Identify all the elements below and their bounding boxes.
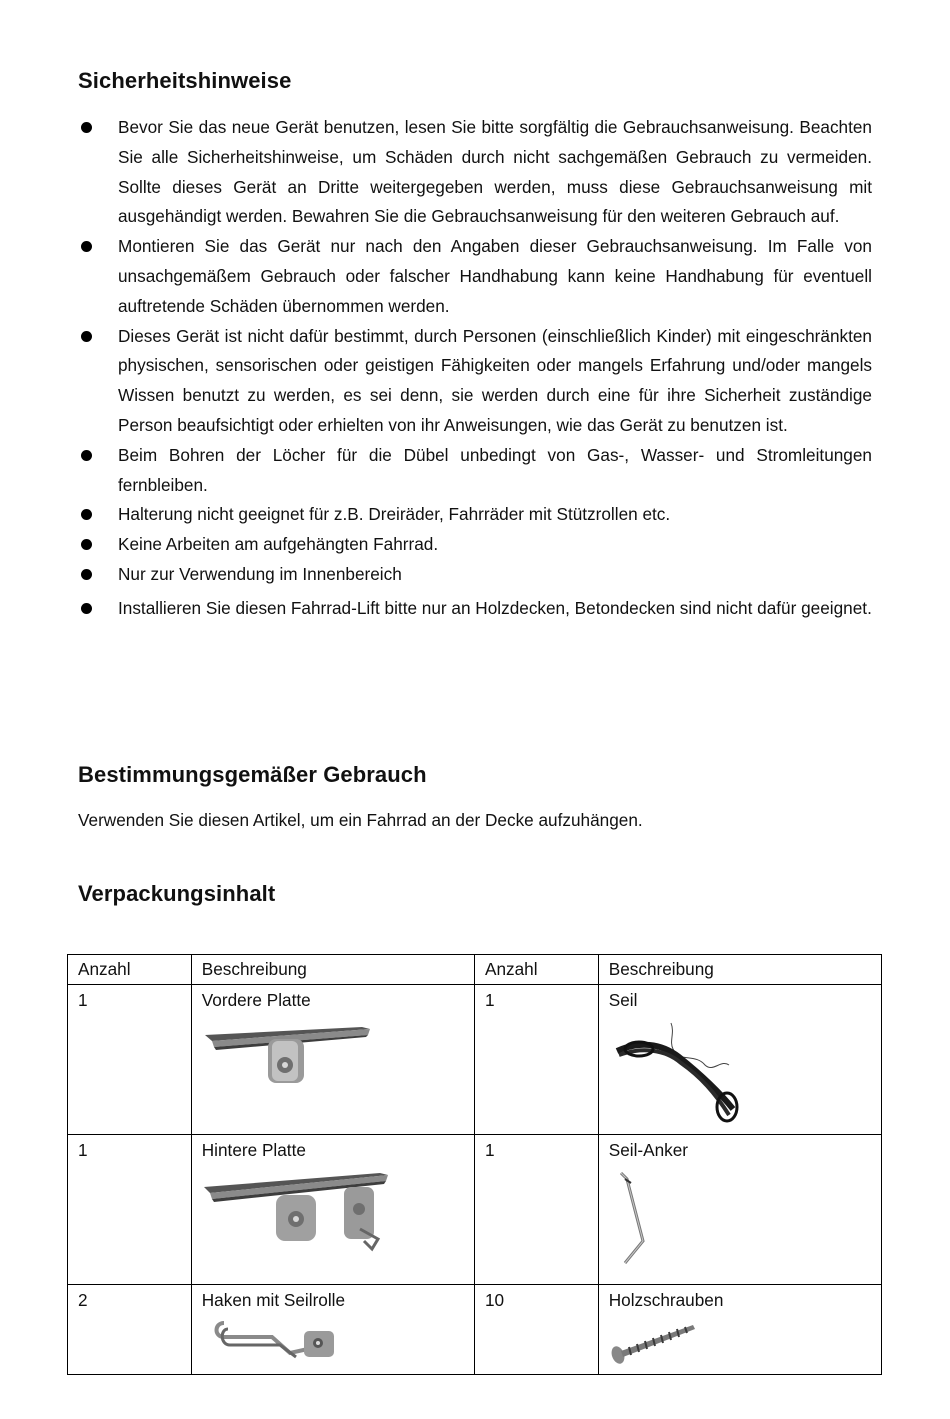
column-header-description: Beschreibung — [598, 955, 881, 985]
description-cell — [598, 1135, 881, 1285]
table-row — [68, 1285, 882, 1375]
list-item-text: Beim Bohren der Löcher für die Dübel unbedingt von Gas-, Wasser- und Stromleitungen fernbleiben. — [118, 444, 872, 495]
description-text: Hintere Platte — [201, 1140, 306, 1160]
description-text: Vordere Platte — [201, 990, 311, 1010]
list-item-text: Bevor Sie das neue Gerät benutzen, lesen Sie bitte sorgfältig die Gebrauchsanweisung. Beachten Sie alle Sicherheitshinweise, um Schäden durch nicht sachgemäßen Gebrauch zu vermeiden. Sollte dieses Gerät an Dritte weitergegeben werden, muss diese Gebrauchsanweisung mit ausgehändigt werden. Bewahren Sie die Gebrauchsanweisung für den weiteren Gebrauch auf. — [118, 117, 872, 227]
list-item — [78, 594, 872, 624]
list-item — [78, 441, 872, 501]
list-item-text: Installieren Sie diesen Fahrrad-Lift bitte nur an Holzdecken, Betondecken sind nicht dafür geeignet. — [118, 597, 872, 618]
hook-with-pulley-icon — [202, 1319, 352, 1367]
description-text: Holzschrauben — [608, 1290, 724, 1310]
list-item-text: Nur zur Verwendung im Innenbereich — [118, 563, 402, 584]
bullet-icon — [81, 539, 92, 550]
description-text: Seil-Anker — [608, 1140, 689, 1160]
table-row — [68, 1135, 882, 1285]
quantity-cell: 10 — [474, 1285, 598, 1375]
bullet-icon — [81, 569, 92, 580]
bullet-icon — [81, 241, 92, 252]
description-text: Haken mit Seilrolle — [201, 1290, 346, 1310]
wood-screw-icon — [609, 1319, 699, 1367]
list-item — [78, 530, 872, 560]
description-cell — [191, 1285, 474, 1375]
contents-table — [67, 954, 882, 1375]
column-header-quantity: Anzahl — [474, 955, 598, 985]
quantity-cell: 1 — [68, 985, 192, 1135]
bullet-icon — [81, 509, 92, 520]
rope-anchor-icon — [609, 1169, 669, 1269]
description-cell — [191, 1135, 474, 1285]
list-item — [78, 560, 872, 590]
description-cell — [191, 985, 474, 1135]
rear-plate-icon — [202, 1169, 402, 1261]
safety-heading: Sicherheitshinweise — [78, 68, 292, 93]
list-item — [78, 322, 872, 441]
column-header-description: Beschreibung — [191, 955, 474, 985]
list-item-text: Keine Arbeiten am aufgehängten Fahrrad. — [118, 534, 439, 555]
table-row — [68, 985, 882, 1135]
quantity-cell: 1 — [474, 985, 598, 1135]
list-item-text: Montieren Sie das Gerät nur nach den Angaben dieser Gebrauchsanweisung. Im Falle von unsachgemäßem Gebrauch oder falscher Handhabung kann keine Handhabung für eventuell auftretende Schäden übernommen werden. — [118, 236, 872, 316]
bullet-icon — [81, 122, 92, 133]
description-cell — [598, 985, 881, 1135]
intended-use-text: Verwenden Sie diesen Artikel, um ein Fahrrad an der Decke aufzuhängen. — [78, 810, 643, 830]
description-cell — [598, 1285, 881, 1375]
bullet-icon — [81, 331, 92, 342]
quantity-cell: 2 — [68, 1285, 192, 1375]
list-item — [78, 113, 872, 232]
bullet-icon — [81, 603, 92, 614]
rope-icon — [609, 1019, 759, 1127]
list-item-text: Dieses Gerät ist nicht dafür bestimmt, durch Personen (einschließlich Kinder) mit eingeschränkten physischen, sensorischen oder geistigen Fähigkeiten oder mangels Erfahrung und/oder mangels Wissen benutzt zu werden, es sei denn, sie werden durch eine für ihre Sicherheit zuständige Person beaufsichtigt oder erhielten von ihr Anweisungen, wie das Gerät zu benutzen ist. — [118, 325, 872, 435]
safety-list — [78, 113, 872, 624]
quantity-cell: 1 — [68, 1135, 192, 1285]
intended-use-heading: Bestimmungsgemäßer Gebrauch — [78, 762, 427, 787]
list-item — [78, 500, 872, 530]
quantity-cell: 1 — [474, 1135, 598, 1285]
bullet-icon — [81, 450, 92, 461]
list-item — [78, 232, 872, 321]
description-text: Seil — [608, 990, 638, 1010]
list-item-text: Halterung nicht geeignet für z.B. Dreiräder, Fahrräder mit Stützrollen etc. — [118, 504, 671, 525]
column-header-quantity: Anzahl — [68, 955, 192, 985]
front-plate-icon — [202, 1019, 377, 1091]
contents-heading: Verpackungsinhalt — [78, 881, 276, 906]
table-header-row — [68, 955, 882, 985]
